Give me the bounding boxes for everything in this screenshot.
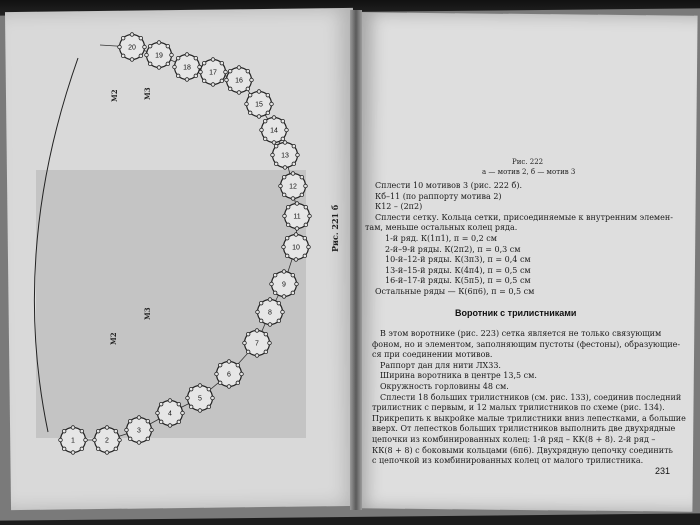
section-heading: Воротник с трилистниками <box>455 308 577 318</box>
description-line: ся при соединении мотивов. <box>372 350 493 360</box>
motif-number: 14 <box>270 127 278 135</box>
description-line: трилистник с первым, и 12 малых трилистников по схеме (рис. 134). <box>372 403 665 413</box>
instruction-line: Сплести сетку. Кольца сетки, присоединяемые к внутренним элемен- <box>375 212 673 222</box>
zone-label-m2-top: М2 <box>110 89 119 102</box>
motif-number: 6 <box>227 371 231 379</box>
zone-label-m3-top: М3 <box>143 87 152 100</box>
instruction-line: 10-й–12-й ряды. К(3п3), п = 0,4 см <box>385 255 531 265</box>
motif-number: 8 <box>268 309 272 317</box>
description-line: Раппорт дан для нити ЛХ33. <box>380 360 501 370</box>
description-line: Окружность горловины 48 см. <box>380 382 509 391</box>
instruction-line: 2-й–9-й ряды. К(2п2), п = 0,3 см <box>385 244 521 254</box>
motif-number: 7 <box>255 340 259 348</box>
instruction-line: 1-й ряд. К(1п1), п = 0,2 см <box>385 234 497 243</box>
description-line: Ширина воротника в центре 13,5 см. <box>380 371 537 381</box>
motif-number: 2 <box>105 437 109 445</box>
description-line: Прикрепить к выкройке малые трилистники вниз лепестками, а большие <box>372 413 686 423</box>
motif-number: 4 <box>168 410 172 418</box>
motif-number: 13 <box>281 152 289 160</box>
instruction-line: Кб–11 (по раппорту мотива 2) <box>375 191 502 201</box>
motif-number: 3 <box>137 427 141 435</box>
motif-number: 1 <box>71 437 75 445</box>
instruction-line: Остальные ряды — К(6п6), п = 0,5 см <box>375 287 535 296</box>
motif-number: 10 <box>292 244 300 252</box>
description-line: с цепочкой из комбинированных колец от малого трилистника. <box>372 456 644 466</box>
figure-label-221b: Рис. 221 б <box>330 204 340 252</box>
motif-number: 16 <box>235 77 243 85</box>
description-line: вверх. От лепестков больших трилистников выполнить две двухрядные <box>372 424 676 434</box>
motif-number: 20 <box>128 44 136 52</box>
instruction-line: Сплести 10 мотивов 3 (рис. 222 б). <box>375 181 523 190</box>
motif-number: 5 <box>198 395 202 403</box>
description-line: фоном, но и элементом, заполняющим пустоты (фестоны), образующие- <box>372 339 681 349</box>
instruction-line: 16-й–17-й ряды. К(5п5), п = 0,5 см <box>385 276 531 286</box>
instruction-line: К12 – (2п2) <box>375 202 423 212</box>
page-number: 231 <box>655 466 671 476</box>
figure-number: Рис. 222 <box>512 158 544 166</box>
motif-number: 12 <box>289 183 297 191</box>
description-line: В этом воротнике (рис. 223) сетка является не только связующим <box>380 329 662 338</box>
motif-number: 17 <box>209 69 217 77</box>
motif-number: 11 <box>293 213 301 221</box>
figure-caption: а — мотив 2, б — мотив 3 <box>482 168 576 176</box>
zone-label-m3-bottom: М3 <box>143 307 152 320</box>
motif-number: 9 <box>282 281 286 289</box>
zone-label-m2-bottom: М2 <box>109 332 118 345</box>
instruction-line: 13-й–15-й ряды. К(4п4), п = 0,5 см <box>385 265 531 275</box>
instruction-line: там, меньше остальных колец ряда. <box>365 223 518 233</box>
motif-number: 15 <box>255 101 263 109</box>
description-line: Сплести 18 больших трилистников (см. рис. 133), соединив последний <box>380 392 682 402</box>
description-line: цепочки из комбинированных колец: 1-й ряд – КК(8 + 8). 2-й ряд – <box>372 435 656 444</box>
description-line: КК(8 + 8) с боковыми кольцами (6п6). Двухрядную цепочку соединить <box>372 445 673 455</box>
motif-number: 19 <box>155 52 163 60</box>
motif-number: 18 <box>183 64 191 72</box>
